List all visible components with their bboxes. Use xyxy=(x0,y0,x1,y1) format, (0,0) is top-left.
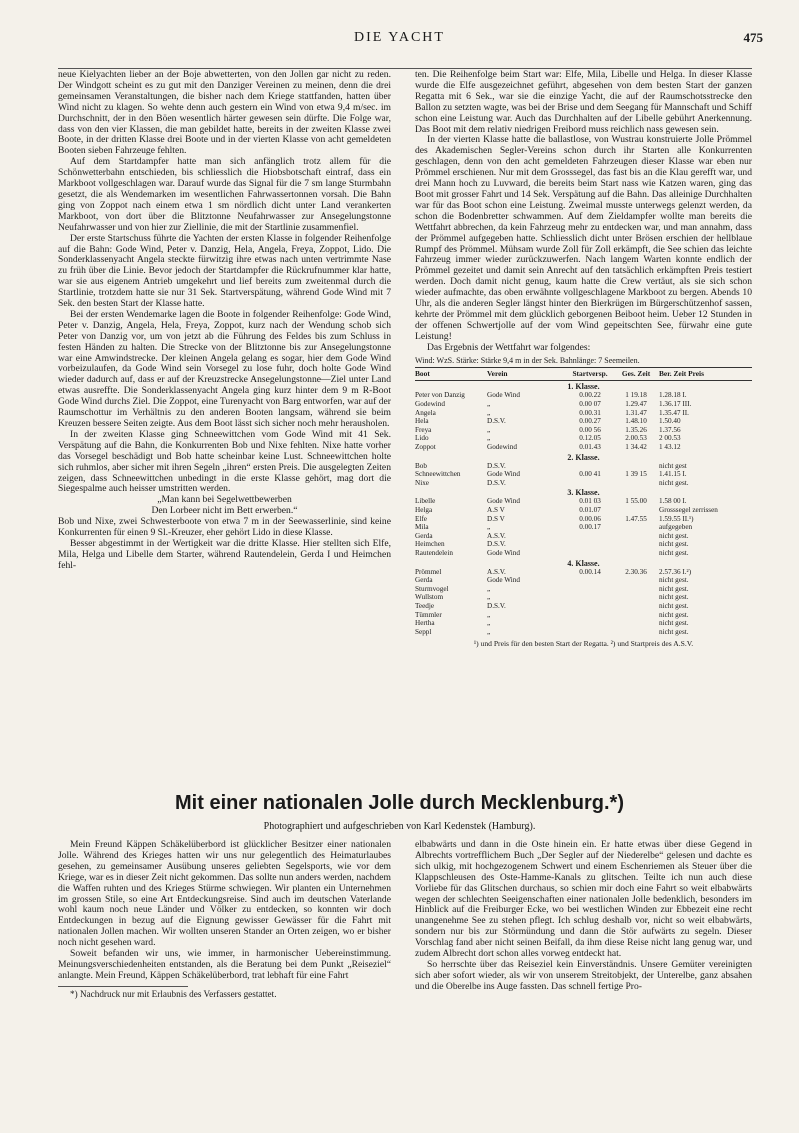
cell-boot: Gerda xyxy=(415,531,433,540)
paragraph: So herrschte über das Reiseziel kein Einverständnis. Unsere Gemüter vereinigten sich aber sofort wieder, als wir von unserem Streitobjekt, der Unterelbe, ganz absahen und die Oberelbe ins Auge fassten. Das schnell fertige Pro- xyxy=(415,958,752,992)
left-column xyxy=(58,70,391,572)
cell-boot: Hertha xyxy=(415,619,435,628)
cell-ber-zeit: nicht gest. xyxy=(659,627,689,636)
table-row xyxy=(415,532,752,541)
right-column xyxy=(415,70,752,649)
cell-ges-zeit xyxy=(613,619,659,628)
cell-boot: Zoppot xyxy=(415,443,436,452)
cell-boot: Godewind xyxy=(415,400,445,409)
cell-startversp: 0.01.43 xyxy=(579,443,601,452)
cell-ges-zeit xyxy=(613,576,659,585)
results-class-heading: 4. Klasse. xyxy=(567,558,600,568)
cell-startversp: 0.00 56 xyxy=(579,425,601,434)
header-verein: Verein xyxy=(487,368,508,378)
paragraph: Das Ergebnis der Wettfahrt war folgendes: xyxy=(427,341,591,353)
cell-boot: Mila xyxy=(415,523,429,532)
table-row xyxy=(415,400,752,409)
cell-ber-zeit: nicht gest. xyxy=(659,584,689,593)
cell-ber-zeit: nicht gest. xyxy=(659,548,689,557)
cell-startversp: 0.00.06 xyxy=(579,514,601,523)
cell-startversp xyxy=(567,549,613,558)
cell-ges-zeit xyxy=(613,479,659,488)
cell-startversp xyxy=(567,576,613,585)
cell-startversp: 0.12.05 xyxy=(579,434,601,443)
cell-ber-zeit: 1.28.18 I. xyxy=(659,391,687,400)
paragraph: In der zweiten Klasse ging Schneewittchen vom Gode Wind mit 41 Sek. Verspätung auf die Bahn, die Konkurrenten Bob und Nixe fehlten. Nixe hatte vorher das Vorsegel beschädigt und Bob hatte scheinbar keine Lust. Schneewittchen holte sich ruhmlos, aber sicher mit ihren Segeln „ihren“ ersten Preis. Die ausgelegten Zeiten zeigen, dass Schneewittchen unbedingt in die erste Klasse gehört, mag dort die Siegespalme auch heisser umstritten werden. xyxy=(58,428,391,495)
cell-ges-zeit: 1.29.47 xyxy=(625,400,647,409)
page-number: 475 xyxy=(743,30,763,45)
cell-startversp xyxy=(567,628,613,637)
cell-boot: Elfe xyxy=(415,514,427,523)
cell-verein: Gode Wind xyxy=(487,391,520,400)
cell-ber-zeit: 1 43.12 xyxy=(659,443,681,452)
cell-ber-zeit: 1.41.15 I. xyxy=(659,470,687,479)
cell-ges-zeit: 1 34.42 xyxy=(625,443,647,452)
cell-ges-zeit xyxy=(613,532,659,541)
cell-verein: Gode Wind xyxy=(487,576,520,585)
results-table xyxy=(415,356,752,650)
paragraph: Den Lorbeer nicht im Bett erwerben.“ xyxy=(151,505,298,517)
cell-verein: D.S.V. xyxy=(487,478,506,487)
cell-boot: Schneewittchen xyxy=(415,470,461,479)
cell-ber-zeit: 1.50.40 xyxy=(659,417,681,426)
cell-boot: Peter von Danzig xyxy=(415,391,465,400)
cell-ges-zeit: 1.48.10 xyxy=(625,417,647,426)
cell-verein: Godewind xyxy=(487,443,517,452)
cell-ber-zeit: nicht gest. xyxy=(659,531,689,540)
cell-ges-zeit xyxy=(613,585,659,594)
cell-boot: Tümmler xyxy=(415,610,442,619)
paragraph: Soweit befanden wir uns, wie immer, in harmonischer Uebereinstimmung. Meinungsverschiedenheiten entstanden, als die Beratung bei dem Punkt „Reiseziel“ anlangte. Mein Freund, Käppen Schäkelüberbord, trat lebhaft für eine Fahrt xyxy=(58,948,391,981)
cell-verein: A.S.V. xyxy=(487,567,506,576)
table-row xyxy=(415,470,752,479)
table-row xyxy=(415,568,752,577)
cell-verein: D.S.V. xyxy=(487,540,506,549)
cell-verein: „ xyxy=(487,400,491,409)
cell-ber-zeit: 1.58 00 I. xyxy=(659,497,687,506)
cell-boot: Bob xyxy=(415,461,427,470)
header-ber-zeit: Ber. Zeit Preis xyxy=(659,368,704,378)
paragraph: Auf dem Startdampfer hatte man sich anfänglich trotz allem für die Schönwetterbahn entschieden, bis schliesslich die Hiobsbotschaft eintraf, dass ein Markboot vollgeschlagen war. Darauf wurde das Signal für die 7 sm lange Sturmbahn gesetzt, die als Wendemarken im wesentlichen Fahrwassertonnen vorsah. Die Bahn ging von Zoppot nach einem etwa 1 sm nördlich dicht unter Land verankerten Markboot, von dort über die Blitztonne Neufahrwasser zur Ansegelungstonne Neufahrwasser und von hier zur Ziellinie, die mit der Startlinie zusammenfiel. xyxy=(58,156,391,233)
cell-ber-zeit: 2 00.53 xyxy=(659,434,681,443)
running-header-title: DIE YACHT xyxy=(354,30,445,45)
cell-ber-zeit: nicht gest. xyxy=(659,576,689,585)
table-row xyxy=(415,434,752,443)
cell-startversp xyxy=(567,479,613,488)
cell-ges-zeit: 1.31.47 xyxy=(625,408,647,417)
table-row xyxy=(415,576,752,585)
header-ges-zeit: Ges. Zeit xyxy=(621,368,651,378)
cell-verein: A.S.V. xyxy=(487,531,506,540)
cell-boot: Seppl xyxy=(415,627,432,636)
cell-verein: A.S V xyxy=(487,506,505,514)
cell-startversp xyxy=(567,619,613,628)
cell-ber-zeit: nicht gest. xyxy=(659,593,689,602)
cell-startversp: 0.00.31 xyxy=(579,408,601,417)
cell-boot: Sturmvogel xyxy=(415,584,449,593)
table-row xyxy=(415,479,752,488)
cell-boot: Teedje xyxy=(415,601,435,610)
cell-ges-zeit xyxy=(613,602,659,611)
cell-startversp: 0.00.14 xyxy=(579,567,601,576)
cell-ges-zeit xyxy=(613,540,659,549)
cell-ber-zeit: nicht gest xyxy=(659,461,687,470)
table-row xyxy=(415,409,752,418)
cell-verein: „ xyxy=(487,593,491,602)
cell-verein: D.S.V. xyxy=(487,417,506,426)
cell-boot: Rautendelein xyxy=(415,548,453,557)
cell-ges-zeit xyxy=(613,506,659,515)
table-row xyxy=(415,602,752,611)
cell-ges-zeit: 1 55.00 xyxy=(625,497,647,506)
results-footnote: ¹) und Preis für den besten Start der Regatta. ²) und Startpreis des A.S.V. xyxy=(473,639,694,649)
cell-ber-zeit: nicht gest. xyxy=(659,478,689,487)
cell-ges-zeit xyxy=(613,611,659,620)
paragraph: elbabwärts und dann in die Oste hinein ein. Er hatte etwas über diese Gegend in Albrechts vortrefflichem Buch „Der Segler auf der Niederelbe“ gelesen und dachte es sich ulkig, mit hochgezogenem Schwert und einem Eschenriemen als Steuer über die Klappschleusen des Oste-Hamme-Kanals zu glitschen. Teilte ich nun auch diese Vorliebe für das Glitschen durchaus, so schien mir doch eine Fahrt so weit elbabwärts wegen der schlechten Seeigenschaften einer nationalen Jolle bedenklich, besonders im Hinblick auf die Freiburger Ecke, wo bei westlichen Winden zur Ebbezeit eine recht unangenehme See zu stehen pflegt. Ich schlug deshalb vor, nicht so weit elbabwärts, sondern nur bis zur Störmündung und dann die Stör aufwärts zu segeln. Dieser Vorschlag fand aber nicht seinen Beifall, da ihm diese Reise nicht lang genug war, und zudem Albrecht dort schon alles vorweg entdeckt hat. xyxy=(415,839,752,960)
cell-ges-zeit xyxy=(613,593,659,602)
article-byline: Photographiert und aufgeschrieben von Karl Kedenstek (Hamburg). xyxy=(263,821,536,832)
cell-ges-zeit: 1.35.26 xyxy=(625,425,647,434)
cell-boot: Helga xyxy=(415,506,433,514)
table-row xyxy=(415,628,752,637)
paragraph: Mein Freund Käppen Schäkelüberbord ist glücklicher Besitzer einer nationalen Jolle. Während des Krieges hatten wir uns nur gelegentlich des Heimaturlaubes gesehen, zu gemeinsamer Ausübung unseres geliebten Segelsports, wie vor dem Kriege, war es in dieser Zeit nicht gekommen. Das sollte nun anders werden, nachdem die Waffen ruhten und des Krieges Stürme schwiegen. Wir planten ein Unternehmen im grossen Stile, so eine Art Entdeckungsreise. Sind auch im deutschen Vaterlande wohl kaum noch neue Länder und Völker zu entdecken, so konnten wir doch Entdeckungen in bezug auf die Eignung gewisser Gewässer für die Fahrt mit nationalen Jollen machen. Wir wollten unseren Stander an Orten zeigen, wo er bisher noch nicht gesehen ward. xyxy=(58,839,391,949)
article-title: Mit einer nationalen Jolle durch Mecklenburg.*) xyxy=(175,792,624,814)
header-boot: Boot xyxy=(415,368,430,378)
paragraph: Bob und Nixe, zwei Schwesterboote von etwa 7 m in der Seewasserlinie, sind keine Konkurrenten für einen 9 Sl.-Kreuzer, eher gehört Lido in diese Klasse. xyxy=(58,516,391,539)
cell-ges-zeit: 2.00.53 xyxy=(625,434,647,443)
cell-verein: „ xyxy=(487,425,491,434)
cell-ges-zeit: 2.30.36 xyxy=(625,567,647,576)
cell-ber-zeit: nicht gest. xyxy=(659,540,689,549)
table-row xyxy=(415,593,752,602)
cell-startversp: 0.01.07 xyxy=(579,506,601,514)
cell-verein: Gode Wind xyxy=(487,470,520,479)
cell-verein: „ xyxy=(487,584,491,593)
table-row xyxy=(415,540,752,549)
cell-ges-zeit xyxy=(613,549,659,558)
cell-ges-zeit xyxy=(613,462,659,471)
cell-ber-zeit: nicht gest. xyxy=(659,610,689,619)
table-row xyxy=(415,417,752,426)
table-row xyxy=(415,585,752,594)
paragraph: „Man kann bei Segelwettbewerben xyxy=(157,494,292,506)
cell-ber-zeit: nicht gest. xyxy=(659,619,689,628)
cell-startversp xyxy=(567,585,613,594)
cell-ges-zeit xyxy=(613,523,659,532)
table-row xyxy=(415,506,752,515)
cell-startversp: 0.01 03 xyxy=(579,497,601,506)
bottom-left-column xyxy=(58,840,391,1000)
cell-ges-zeit: 1 19.18 xyxy=(625,391,647,400)
cell-boot: Wullstom xyxy=(415,593,444,602)
cell-ber-zeit: 1.59.55 II.¹) xyxy=(659,514,694,523)
footnote: *) Nachdruck nur mit Erlaubnis des Verfassers gestattet. xyxy=(70,988,277,999)
cell-ber-zeit: 2.57.36 I.²) xyxy=(659,567,692,576)
cell-verein: Gode Wind xyxy=(487,497,520,506)
cell-startversp: 0.00 41 xyxy=(579,470,601,479)
table-row xyxy=(415,462,752,471)
table-row xyxy=(415,549,752,558)
results-class-heading: 2. Klasse. xyxy=(567,452,600,462)
results-body xyxy=(415,382,752,636)
cell-boot: Freya xyxy=(415,425,432,434)
table-row xyxy=(415,497,752,506)
table-row xyxy=(415,515,752,524)
cell-boot: Libelle xyxy=(415,497,436,506)
cell-startversp xyxy=(567,462,613,471)
results-class-heading: 3. Klasse. xyxy=(567,488,600,498)
cell-boot: Lido xyxy=(415,434,429,443)
cell-boot: Hela xyxy=(415,417,429,426)
cell-ber-zeit: 1.37.56 xyxy=(659,425,681,434)
paragraph: Bei der ersten Wendemarke lagen die Boote in folgender Reihenfolge: Gode Wind, Peter v. Danzig, Angela, Hela, Freya, Zoppot, kurz nach der Wendung schob sich Peter von Danzig vor, um von jetzt ab die Führung des Feldes bis zum Schluss in festen Händen zu halten. Die Strecke von der Blitztonne bis zur Ansegelungstonne war eine Amwindstrecke. Der kleinen Angela gelang es sogar, hier dem Gode Wind vorbeizulaufen, da Gode Wind sein Vorsegel zu lose fuhr, doch holte Gode Wind wieder dadurch auf, dass er auf der Kreuzstrecke Ansegelungstonne—Ziel unter Land etwas ausreffte. Die Sonderklassenyacht Angela ging kurz hinter dem 9 m R-Boot Gode Wind durchs Ziel. Die Zoppot, eine Turenyacht von Barg entworfen, war auf der Raumschottur im Verhältnis zu den anderen Booten langsam, während sie beim Kreuzen bessere Seiten zeigte. Aus dem Boot lässt sich sicher noch mehr herausholen. xyxy=(58,308,391,429)
cell-boot: Gerda xyxy=(415,576,433,585)
cell-startversp: 0.00.17 xyxy=(579,523,601,532)
cell-verein: „ xyxy=(487,627,491,636)
cell-ber-zeit: Grosssegel zerrissen xyxy=(659,506,718,514)
table-row xyxy=(415,426,752,435)
table-row xyxy=(415,619,752,628)
right-column-text xyxy=(415,70,752,354)
bottom-right-column xyxy=(415,840,752,993)
cell-ber-zeit: 1.36.17 III. xyxy=(659,400,692,409)
cell-startversp: 0.00.27 xyxy=(579,417,601,426)
cell-verein: D.S V xyxy=(487,514,505,523)
cell-ges-zeit: 1 39 15 xyxy=(625,470,647,479)
cell-verein: Gode Wind xyxy=(487,548,520,557)
cell-ges-zeit xyxy=(613,628,659,637)
cell-ber-zeit: aufgegeben xyxy=(659,523,693,532)
cell-verein: „ xyxy=(487,408,491,417)
table-row xyxy=(415,611,752,620)
bottom-left-text xyxy=(58,840,391,982)
paragraph: neue Kielyachten lieber an der Boje abwetterten, von den Jollen gar nicht zu reden. Der Windgott scheint es zu gut mit den Danziger Vereinen zu meinen, denn die drei gemeinsamen Veranstaltungen, die bisher nach dem Kriege stattfanden, hatten über Wind nicht zu klagen. So wehte denn auch gestern ein Wind von etwa 9,4 m/sec. im Durchschnitt, der in den Böen wesentlich härter gewesen sein dürfte. Die Folge war, dass von den vier Klassen, die man gebildet hatte, bereits in der zweiten Klasse zwei Boote, in der dritten Klasse drei Boote und in der vierten Klasse von acht gemeldeten Booten sieben Fahrzeuge fehlten. xyxy=(58,69,391,157)
cell-boot: Heimchen xyxy=(415,540,445,549)
table-row xyxy=(415,443,752,452)
paragraph: Der erste Startschuss führte die Yachten der ersten Klasse in folgender Reihenfolge auf die Bahn: Gode Wind, Peter v. Danzig, Hela, Angela, Freya, Zoppot, Lido. Die Sonderklassenyacht Angela steckte fürwitzig ihre etwas nach unten vertrimmte Nase zu früh über die Linie. Bevor jedoch der Startdampfer die Rückrufnummer klar hatte, war sie aus eigenem Antrieb umgekehrt und lief bereits zum zweitenmal durch die Startlinie, trotzdem hatte sie nur 31 Sek. Startverspätung, während Gode Wind mit 7 Sek. den besten Start der Klasse hatte. xyxy=(58,232,391,310)
cell-ber-zeit: nicht gest. xyxy=(659,601,689,610)
cell-startversp: 0.00 07 xyxy=(579,400,601,409)
cell-boot: Prömmel xyxy=(415,567,442,576)
cell-startversp xyxy=(567,540,613,549)
cell-startversp xyxy=(567,602,613,611)
paragraph: ten. Die Reihenfolge beim Start war: Elfe, Mila, Libelle und Helga. In dieser Klasse wurde die Elfe ausgezeichnet geführt, abgesehen von dem besten Start der ganzen Regatta mit 6 Sek., war sie die einzige Yacht, die auf der Raumschotsstrecke den Ballon zu setzten wagte, was bei der Brise und dem Seegang für Mannschaft und Schiff schon eine Leistung war. Auch das Durchhalten auf der Libelle gebührt Anerkennung. Das Boot mit dem relativ niedrigen Freibord muss reichlich nass gewesen sein. xyxy=(415,69,752,135)
results-header-row xyxy=(415,367,752,382)
paragraph: Besser abgestimmt in der Wertigkeit war die dritte Klasse. Hier stellten sich Elfe, Mila, Helga und Libelle dem Starter, während Rautendelein, Gerda I und Heimchen fehl- xyxy=(58,537,391,571)
cell-verein: D.S.V. xyxy=(487,601,506,610)
results-conditions: Wind: WzS. Stärke: Stärke 9,4 m in der Sek. Bahnlänge: 7 Seemeilen. xyxy=(415,355,640,365)
cell-verein: „ xyxy=(487,610,491,619)
cell-startversp xyxy=(567,611,613,620)
cell-boot: Angela xyxy=(415,408,436,417)
paragraph: In der vierten Klasse hatte die ballastlose, von Wustrau konstruierte Jolle Prömmel des Akademischen Segler-Vereins schon durch ihr Starten alle Konkurrenten geschlagen, denn von den acht gemeldeten Fahrzeugen dieser Klasse war eben nur Prömmel erschienen. Nur mit dem Grosssegel, das fast bis an die Klau gerefft war, und drei Mann hoch zu Luvward, die bereits beim Start nass wie Katzen waren, ging das Boot mit grosser Fahrt und 14 Sek. Verspätung auf die Bahn. Das alleinige Durchhalten war für das Boot schon eine Leistung. Zweimal musste unterwegs gelenzt werden, da schon die Bodenbretter schwammen. Auf dem Zieldampfer wollte man bereits die Wettfahrt abbrechen, da kein Fahrzeug mehr zu entdecken war, und man annahm, dass der Prömmel aufgegeben hatte. Schliesslich dicht unter Brösen erschien der hellblaue Rumpf des Prömmel. Mühsam wurde Zoll für Zoll erkämpft, die See schien das leichte Fahrzeug immer wieder zurückzuwerfen. Nach langem Warten konnte endlich der Prömmel gezeitet und damit sein Anrecht auf den tatsächlich erkämpften Preis testiert werden. Doch damit nicht genug, kaum hatte die Crew vertäut, als sie sich schon wieder aufmachte, das oben erwähnte vollgeschlagene Markboot zu bergen. Abends 10 Uhr, als die anderen Segler längst hinter den Bierkrügen im Bürgerschützenhof sassen, kehrte der Prömmel mit dem glücklich geborgenen Beiboot heim. Ueber 12 Stunden in der offenen Schwertjolle auf der vom Wind gepeitschten See, fürwahr eine gute Leistung! xyxy=(415,134,752,342)
cell-verein: D.S.V. xyxy=(487,461,506,470)
cell-ges-zeit: 1.47.55 xyxy=(625,514,647,523)
cell-startversp xyxy=(567,532,613,541)
cell-verein: „ xyxy=(487,619,491,628)
results-class-heading: 1. Klasse. xyxy=(567,382,600,392)
footnote-rule xyxy=(58,986,188,987)
header-startversp: Startversp. xyxy=(572,368,608,378)
cell-verein: „ xyxy=(487,434,491,443)
table-row xyxy=(415,523,752,532)
cell-startversp: 0.00.22 xyxy=(579,391,601,400)
cell-ber-zeit: 1.35.47 II. xyxy=(659,408,689,417)
cell-startversp xyxy=(567,593,613,602)
cell-verein: „ xyxy=(487,523,491,532)
cell-boot: Nixe xyxy=(415,478,429,487)
table-row xyxy=(415,391,752,400)
